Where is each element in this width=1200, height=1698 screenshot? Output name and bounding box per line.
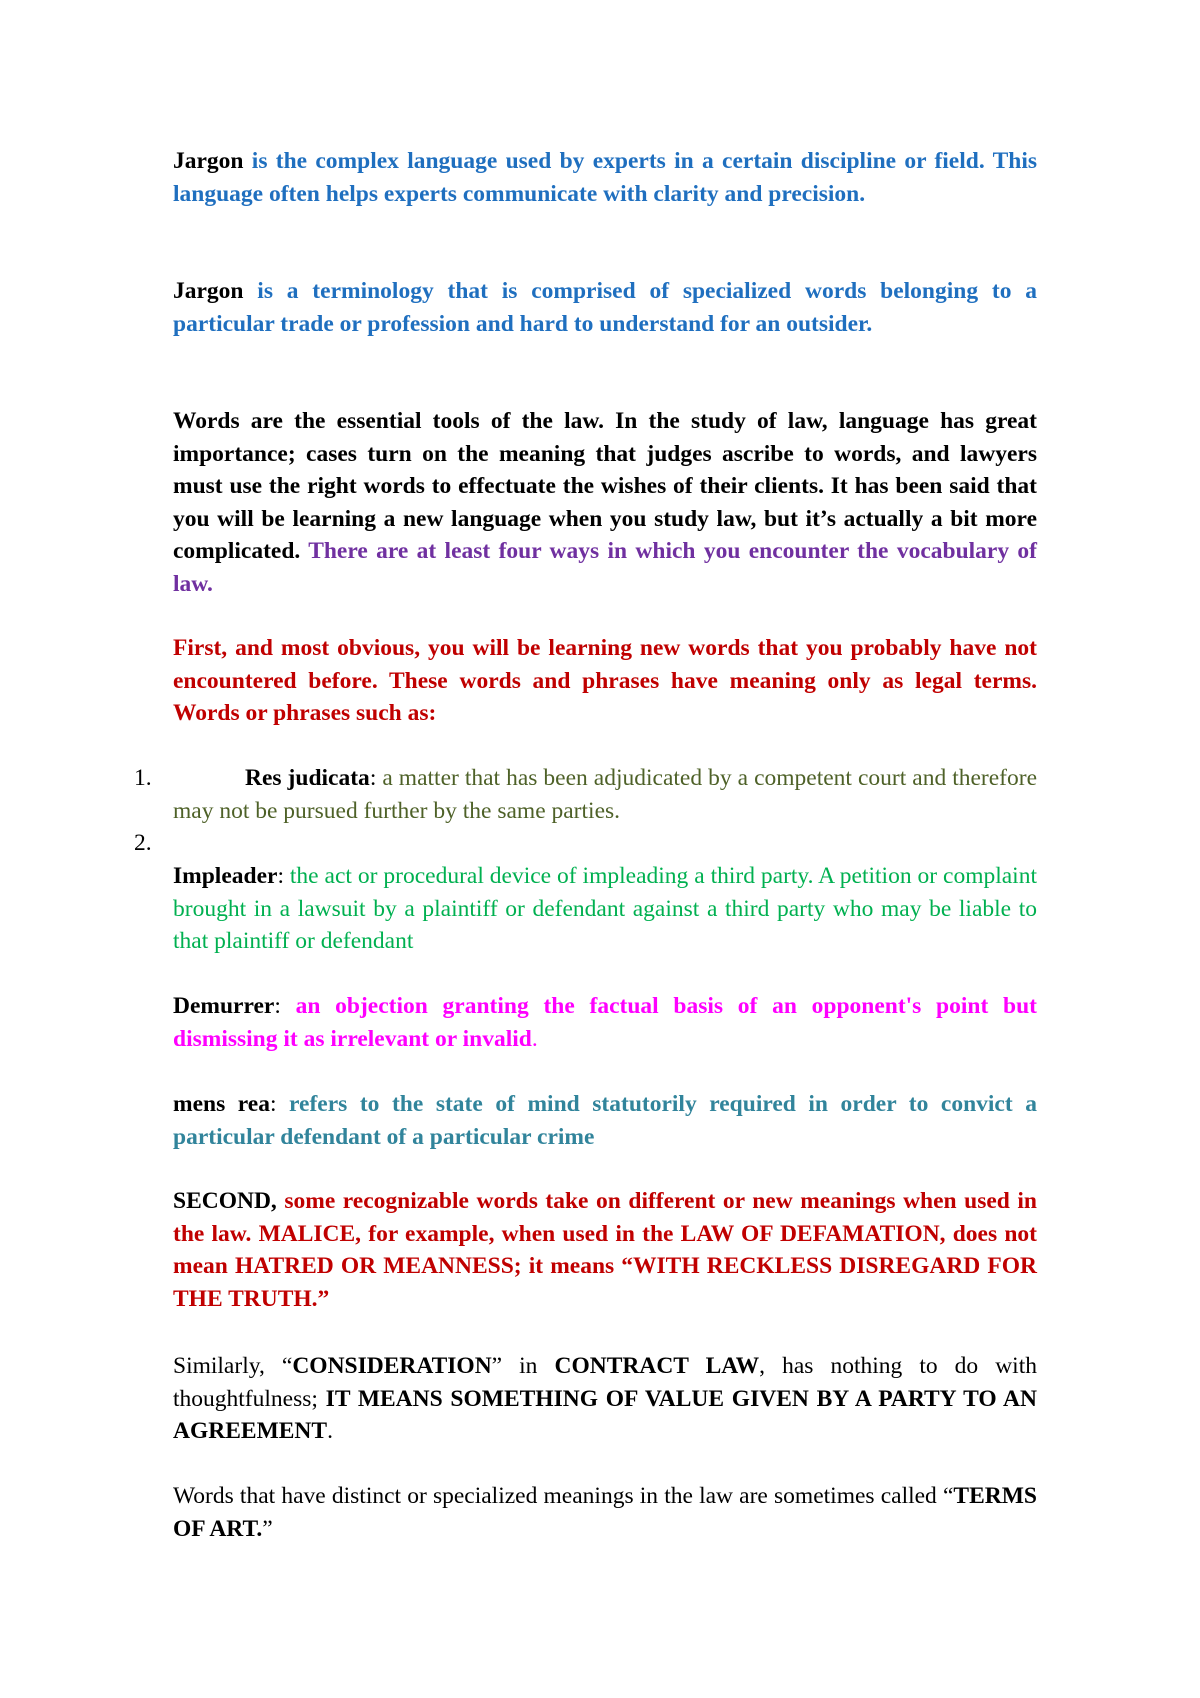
text-run: .	[327, 1418, 333, 1444]
consideration-term: CONSIDERATION	[292, 1353, 492, 1379]
term-label: mens rea	[173, 1091, 270, 1117]
four-ways-highlight: There are at least four ways in which you encounter the vocabulary of law.	[173, 538, 1038, 597]
term-colon: :	[274, 993, 281, 1019]
res-judicata-item	[173, 762, 1037, 827]
term-definition: the act or procedural device of impleading a third party. A petition or complaint brought in a lawsuit by a plaintiff or defendant against a third party who may be liable to that plaintiff or defendant	[173, 863, 1037, 954]
text-run: Words that have distinct or specialized meanings in the law are sometimes called “	[173, 1483, 954, 1509]
term-definition: a matter that has been adjudicated by a competent court and therefore may not be pursued further by the same parties.	[173, 765, 1037, 824]
impleader-item	[173, 860, 1037, 958]
words-law-paragraph	[173, 405, 1037, 600]
jargon-definition-text: is the complex language used by experts in a certain discipline or field. This language often helps experts communicate with clarity and precision.	[173, 148, 1037, 207]
term-definition: an objection granting the factual basis of an opponent's point but dismissing it as irrelevant or invalid	[173, 993, 1037, 1052]
demurrer-item	[173, 990, 1037, 1055]
term-definition: refers to the state of mind statutorily required in order to convict a particular defendant of a particular crime	[173, 1091, 1037, 1150]
jargon-term: Jargon	[173, 148, 244, 174]
term-colon: :	[369, 765, 377, 791]
paragraph-text: Words are the essential tools of the law. In the study of law, language has great importance; cases turn on the meaning that judges ascribe to words, and lawyers must use the right words to effectuate the wishes of their clients. It has been said that you will be learning a new language when you study law, but it’s actually a bit more complicated.	[173, 408, 1037, 564]
term-label: Impleader	[173, 863, 278, 889]
jargon-definition-1	[173, 145, 1037, 210]
terms-of-art-term: TERMS OF ART.	[173, 1483, 1037, 1542]
list-number-2: 2.	[134, 830, 152, 856]
paragraph-text: First, and most obvious, you will be learning new words that you probably have not encountered before. These words and phrases have meaning only as legal terms. Words or phrases such as:	[173, 635, 1037, 726]
consideration-meaning: IT MEANS SOMETHING OF VALUE GIVEN BY A PARTY TO AN AGREEMENT	[173, 1385, 1037, 1444]
consideration-paragraph	[173, 1350, 1037, 1448]
text-run: , has nothing to do with thoughtfulness;	[173, 1353, 1037, 1412]
term-colon: :	[277, 863, 284, 889]
text-run: ” in	[491, 1353, 555, 1379]
text-run: Similarly, “	[173, 1353, 293, 1379]
first-paragraph	[173, 632, 1037, 730]
second-paragraph	[173, 1185, 1037, 1315]
jargon-definition-2	[173, 275, 1037, 340]
term-end: .	[531, 1025, 538, 1052]
mens-rea-item	[173, 1088, 1037, 1153]
term-label: Res judicata	[245, 765, 370, 791]
text-run: ”	[262, 1515, 273, 1542]
terms-of-art-paragraph	[173, 1480, 1037, 1545]
term-label: Demurrer	[173, 993, 275, 1019]
second-lead: SECOND,	[173, 1188, 277, 1214]
paragraph-text: some recognizable words take on different or new meanings when used in the law. MALICE, for example, when used in the LAW OF DEFAMATION, does not mean HATRED OR MEANNESS; it means “WITH RECKLESS DISREGARD FOR THE TRUTH.”	[173, 1188, 1037, 1312]
term-colon: :	[269, 1091, 277, 1117]
contract-law-term: CONTRACT LAW	[554, 1353, 760, 1379]
jargon-definition-text: is a terminology that is comprised of specialized words belonging to a particular trade or profession and hard to understand for an outsider.	[173, 278, 1037, 337]
jargon-term: Jargon	[173, 278, 244, 304]
list-number-1: 1.	[134, 765, 152, 791]
